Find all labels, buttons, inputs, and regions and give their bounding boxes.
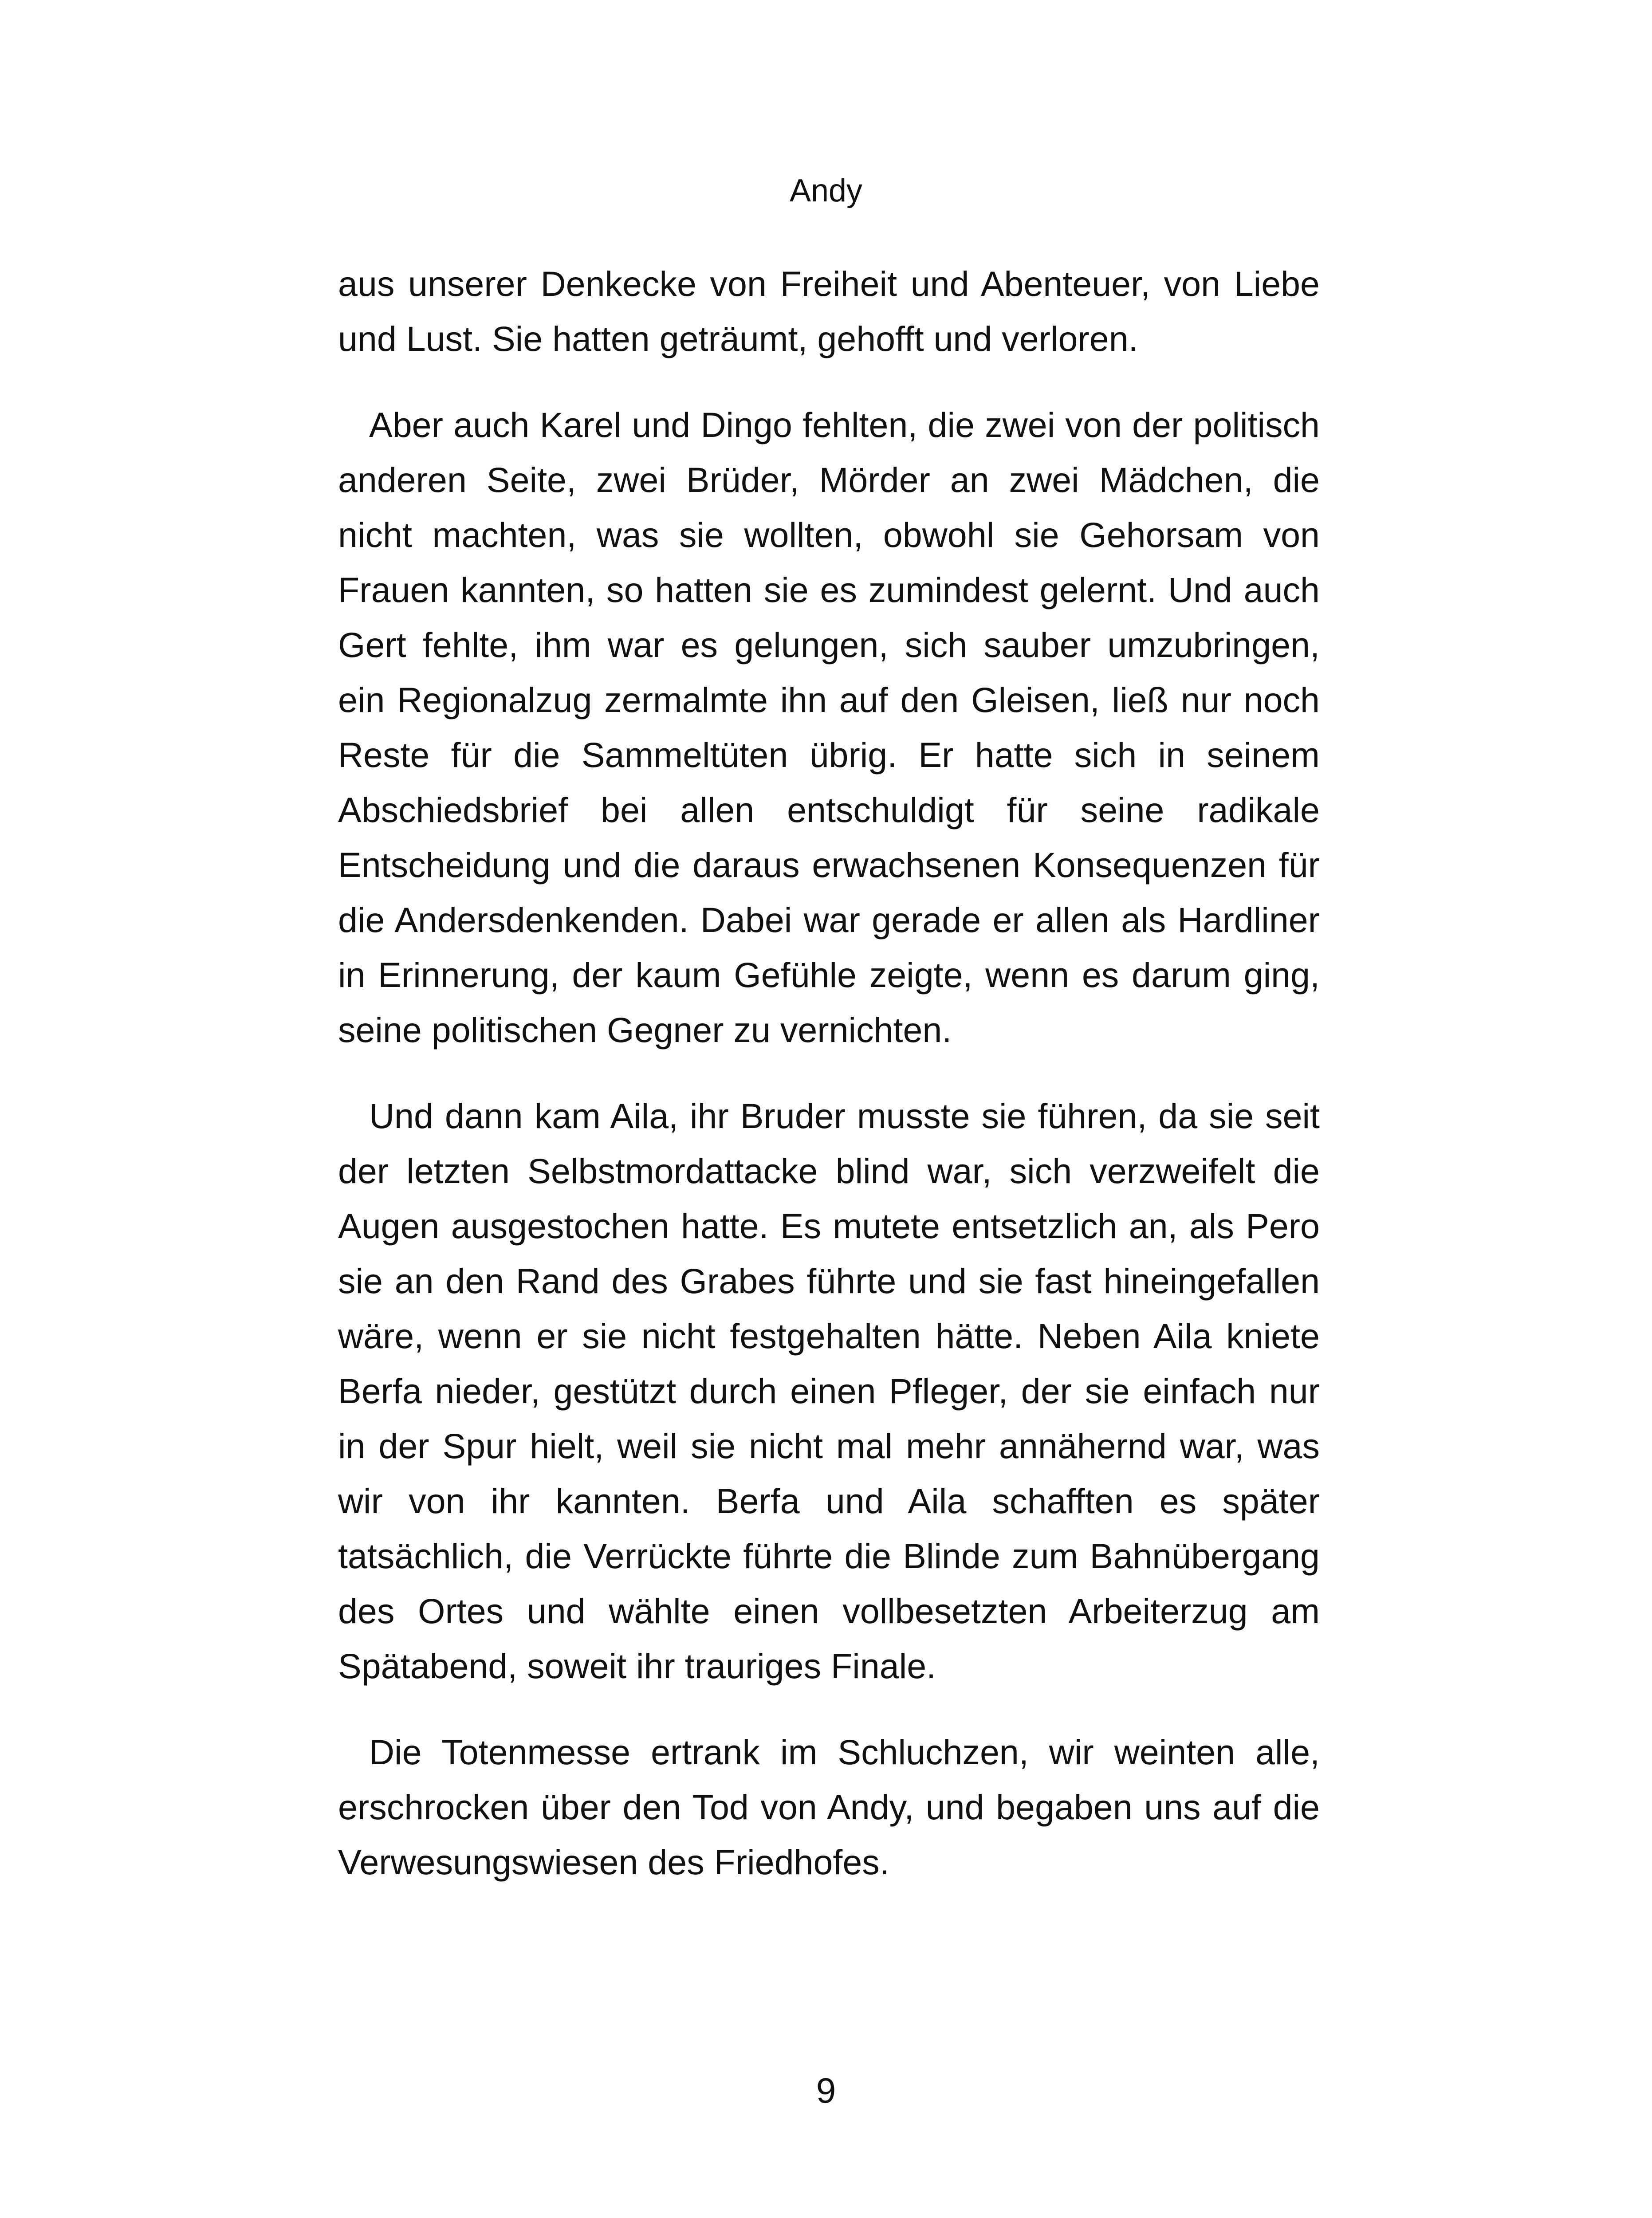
page-number: 9 [816,2071,836,2110]
running-header: Andy [789,173,863,208]
paragraph: Und dann kam Aila, ihr Bruder musste sie führen, da sie seit der letzten Selbstmordattacke blind war, sich verzweifelt die Augen ausgestochen hatte. Es mutete entsetzlich an, als Pero sie an den Rand des Grabes führte und sie fast hineingefallen wäre, wenn er sie nicht festgehalten hätte. Neben Aila kniete Berfa nieder, gestützt durch einen Pfleger, der sie einfach nur in der Spur hielt, weil sie nicht mal mehr annähernd war, was wir von ihr kannten. Berfa und Aila schafften es später tatsächlich, die Verrückte führte die Blinde zum Bahnübergang des Ortes und wählte einen vollbesetzten Arbeiterzug am Spätabend, soweit ihr trauriges Finale. [338,1096,1320,1686]
body-text [338,256,1320,1921]
paragraph: Die Totenmesse ertrank im Schluchzen, wir weinten alle, erschrocken über den Tod von Andy, und begaben uns auf die Verwesungswiesen des Friedhofes. [338,1732,1320,1882]
paragraph: Aber auch Karel und Dingo fehlten, die zwei von der politisch anderen Seite, zwei Brüder, Mörder an zwei Mädchen, die nicht machten, was sie wollten, obwohl sie Gehorsam von Frauen kannten, so hatten sie es zumindest gelernt. Und auch Gert fehlte, ihm war es gelungen, sich sauber umzubringen, ein Regionalzug zermalmte ihn auf den Gleisen, ließ nur noch Reste für die Sammeltüten übrig. Er hatte sich in seinem Abschiedsbrief bei allen entschuldigt für seine radikale Entscheidung und die daraus erwachsenen Konsequenzen für die Andersdenkenden. Dabei war gerade er allen als Hardliner in Erinnerung, der kaum Gefühle zeigte, wenn es darum ging, seine politischen Gegner zu vernichten. [338,405,1320,1050]
paragraph-continued: aus unserer Denkecke von Freiheit und Abenteuer, von Liebe und Lust. Sie hatten geträumt, gehofft und verloren. [338,264,1320,358]
